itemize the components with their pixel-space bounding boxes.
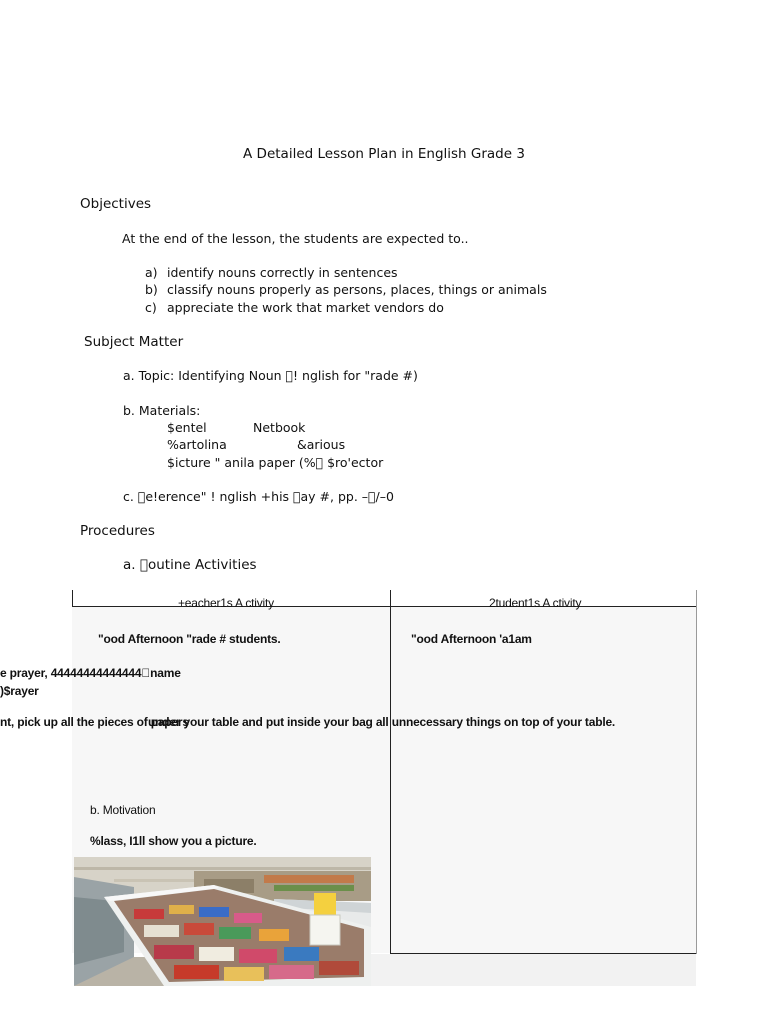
table-header-rule: [72, 606, 696, 607]
student-activity-header: 2tudent1s A ctivity: [489, 596, 582, 610]
objective-item-b: classify nouns properly as persons, places, things or animals: [167, 282, 547, 297]
table-bottom-rule: [390, 953, 696, 954]
student-greeting: "ood Afternoon 'a1am: [411, 632, 532, 646]
table-column-divider: [390, 590, 391, 954]
objective-item-c: appreciate the work that market vendors do: [167, 300, 444, 315]
objective-marker-b: b): [145, 282, 158, 297]
routine-activities-heading: a. outine Activities: [123, 557, 249, 573]
topic-line: [123, 368, 418, 383]
teacher-activity-header: +eacher1s A ctivity: [178, 596, 274, 610]
teacher-greeting: "ood Afternoon "rade # students.: [98, 632, 281, 646]
materials-label: b. Materials:: [123, 403, 201, 418]
supermarket-freezer-photo: [74, 857, 371, 986]
prayer-label: )$rayer: [0, 684, 39, 698]
objective-marker-c: c): [145, 300, 157, 315]
objective-marker-a: a): [145, 265, 158, 280]
material-item-2: Netbook: [253, 420, 306, 435]
procedures-heading: Procedures: [80, 523, 155, 539]
objectives-heading: Objectives: [80, 196, 152, 212]
objective-item-a: identify nouns correctly in sentences: [167, 265, 398, 280]
objectives-intro: At the end of the lesson, the students are expected to..: [122, 231, 469, 246]
cleanup-instruction-overlap: under your table and put inside your bag all unnecessary things on top of your table.: [148, 715, 616, 729]
table-left-border: [72, 590, 73, 607]
topic-value: Identifying Noun ! nglish for "rade #): [178, 368, 411, 383]
material-item-1: $entel: [167, 420, 207, 435]
motivation-text: %lass, I1ll show you a picture.: [90, 834, 257, 848]
document-title: A Detailed Lesson Plan in English Grade 3: [243, 146, 525, 162]
topic-label: a. Topic:: [123, 368, 175, 383]
cleanup-instruction: nt, pick up all the pieces of papers: [0, 715, 189, 729]
material-item-4: &arious: [297, 437, 346, 452]
reference-line: c. e!erence" ! nglish +his ay #, pp. – /–0: [123, 489, 376, 504]
table-bottom-shade: [370, 954, 696, 986]
motivation-heading: b. Motivation: [90, 803, 156, 817]
prayer-instruction: e prayer, 44444444444444 name: [0, 666, 176, 680]
table-right-border: [696, 590, 697, 954]
subject-matter-heading: Subject Matter: [84, 334, 184, 350]
material-item-3: %artolina: [167, 437, 227, 452]
material-item-5: $icture " anila paper (% $ro'ector: [167, 455, 376, 470]
